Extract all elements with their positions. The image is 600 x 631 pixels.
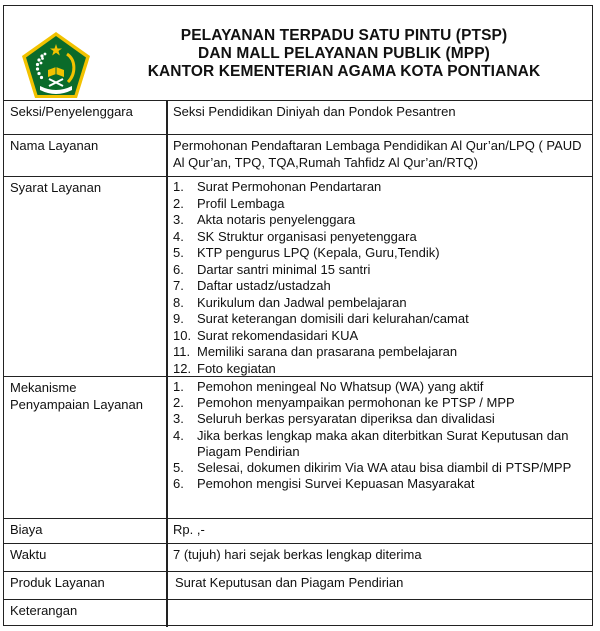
row-value: Surat Keputusan dan Piagam Pendirian [175, 575, 404, 590]
list-item [173, 395, 583, 411]
list-item [173, 476, 583, 492]
item-text: SK Struktur organisasi penyetenggara [197, 228, 417, 244]
row-label: Nama Layanan [10, 138, 99, 153]
table-row-mekanisme [4, 376, 592, 518]
document-title [134, 27, 554, 81]
list-item [173, 344, 583, 361]
list-item [173, 460, 583, 476]
item-text: Kurikulum dan Jadwal pembelajaran [197, 294, 407, 310]
row-label: Syarat Layanan [10, 180, 102, 195]
item-number: 1. [173, 179, 184, 194]
row-label-line: Mekanisme [10, 380, 77, 395]
row-value: Permohonan Pendaftaran Lembaga Pendidikan Al Qur’an/LPQ ( PAUD Al Qur’an, TPQ, TQA,Rumah Tahfidz Al Qur’an/RTQ) [173, 138, 582, 170]
item-number: 11. [173, 344, 191, 359]
row-label: Produk Layanan [10, 575, 105, 590]
item-text: Pemohon mengisi Survei Kepuasan Masyarakat [197, 476, 475, 492]
item-text: Pemohon menyampaikan permohonan ke PTSP / MPP [197, 395, 515, 411]
item-number: 2. [173, 195, 184, 211]
list-item [173, 245, 583, 262]
item-number: 6. [173, 261, 184, 277]
item-number: 5. [173, 245, 184, 260]
item-number: 10. [173, 327, 192, 343]
item-text: KTP pengurus LPQ (Kepala, Guru,Tendik) [197, 245, 440, 260]
title-line-1: PELAYANAN TERPADU SATU PINTU (PTSP) [180, 27, 508, 44]
item-text: Seluruh berkas persyaratan diperiksa dan divalidasi [197, 411, 495, 427]
row-value: Seksi Pendidikan Diniyah dan Pondok Pesantren [173, 104, 456, 119]
table-row-syarat-layanan [4, 176, 592, 376]
item-text: Memiliki sarana dan prasarana pembelajaran [197, 344, 458, 359]
title-line-2: DAN MALL PELAYANAN PUBLIK (MPP) [198, 45, 490, 62]
row-label: Keterangan [10, 603, 78, 618]
item-number: 6. [173, 476, 184, 492]
row-label: Waktu [10, 547, 47, 562]
list-item [173, 229, 583, 246]
list-item [173, 379, 583, 395]
list-item [173, 295, 583, 312]
row-label-line: Penyampaian Layanan [10, 397, 143, 412]
item-text: Foto kegiatan [197, 360, 276, 376]
list-item [173, 262, 583, 279]
item-number: 2. [173, 395, 184, 411]
kemenag-emblem-icon [20, 30, 92, 100]
item-number: 3. [173, 411, 184, 427]
table-row-seksi [4, 100, 592, 134]
document-header [4, 6, 592, 101]
service-info-sheet [3, 5, 593, 626]
item-number: 1. [173, 379, 184, 394]
item-number: 12. [173, 360, 192, 376]
item-text: Surat Permohonan Pendartaran [197, 179, 382, 194]
row-label: Seksi/Penyelenggara [10, 104, 133, 119]
list-item [173, 212, 583, 229]
mechanism-list [173, 379, 583, 492]
item-number: 7. [173, 278, 184, 293]
item-number: 3. [173, 212, 184, 227]
list-item [173, 361, 583, 378]
table-row-nama-layanan [4, 134, 592, 176]
table-row-biaya [4, 518, 592, 543]
item-number: 4. [173, 427, 184, 443]
list-item [173, 278, 583, 295]
item-text: Surat keterangan domisili dari kelurahan/camat [197, 311, 469, 326]
item-number: 8. [173, 294, 184, 310]
list-item [173, 179, 583, 196]
list-item [173, 411, 583, 427]
item-text: Daftar ustadz/ustadzah [197, 278, 331, 293]
item-number: 5. [173, 460, 184, 476]
item-text: Surat rekomendasidari KUA [197, 327, 359, 343]
item-text: Selesai, dokumen dikirim Via WA atau bisa diambil di PTSP/MPP [197, 460, 572, 476]
item-number: 9. [173, 311, 184, 326]
row-label [10, 379, 160, 413]
item-text: Pemohon meningeal No Whatsup (WA) yang aktif [197, 379, 484, 394]
item-text: Akta notaris penyelenggara [197, 212, 356, 227]
title-line-3: KANTOR KEMENTERIAN AGAMA KOTA PONTIANAK [147, 63, 541, 80]
row-value: 7 (tujuh) hari sejak berkas lengkap diterima [173, 547, 422, 562]
list-item [173, 428, 583, 460]
table-row-keterangan [4, 599, 592, 625]
list-item [173, 196, 583, 213]
item-text: Profil Lembaga [197, 195, 285, 211]
item-number: 4. [173, 228, 184, 244]
row-label: Biaya [10, 522, 43, 537]
row-value: Rp. ,- [173, 522, 205, 537]
list-item [173, 328, 583, 345]
table-row-produk-layanan [4, 571, 592, 599]
list-item [173, 311, 583, 328]
item-text: Jika berkas lengkap maka akan diterbitkan Surat Keputusan dan Piagam Pendirian [197, 427, 569, 459]
requirements-list [173, 179, 583, 377]
item-text: Dartar santri minimal 15 santri [197, 261, 371, 277]
table-row-waktu [4, 543, 592, 571]
